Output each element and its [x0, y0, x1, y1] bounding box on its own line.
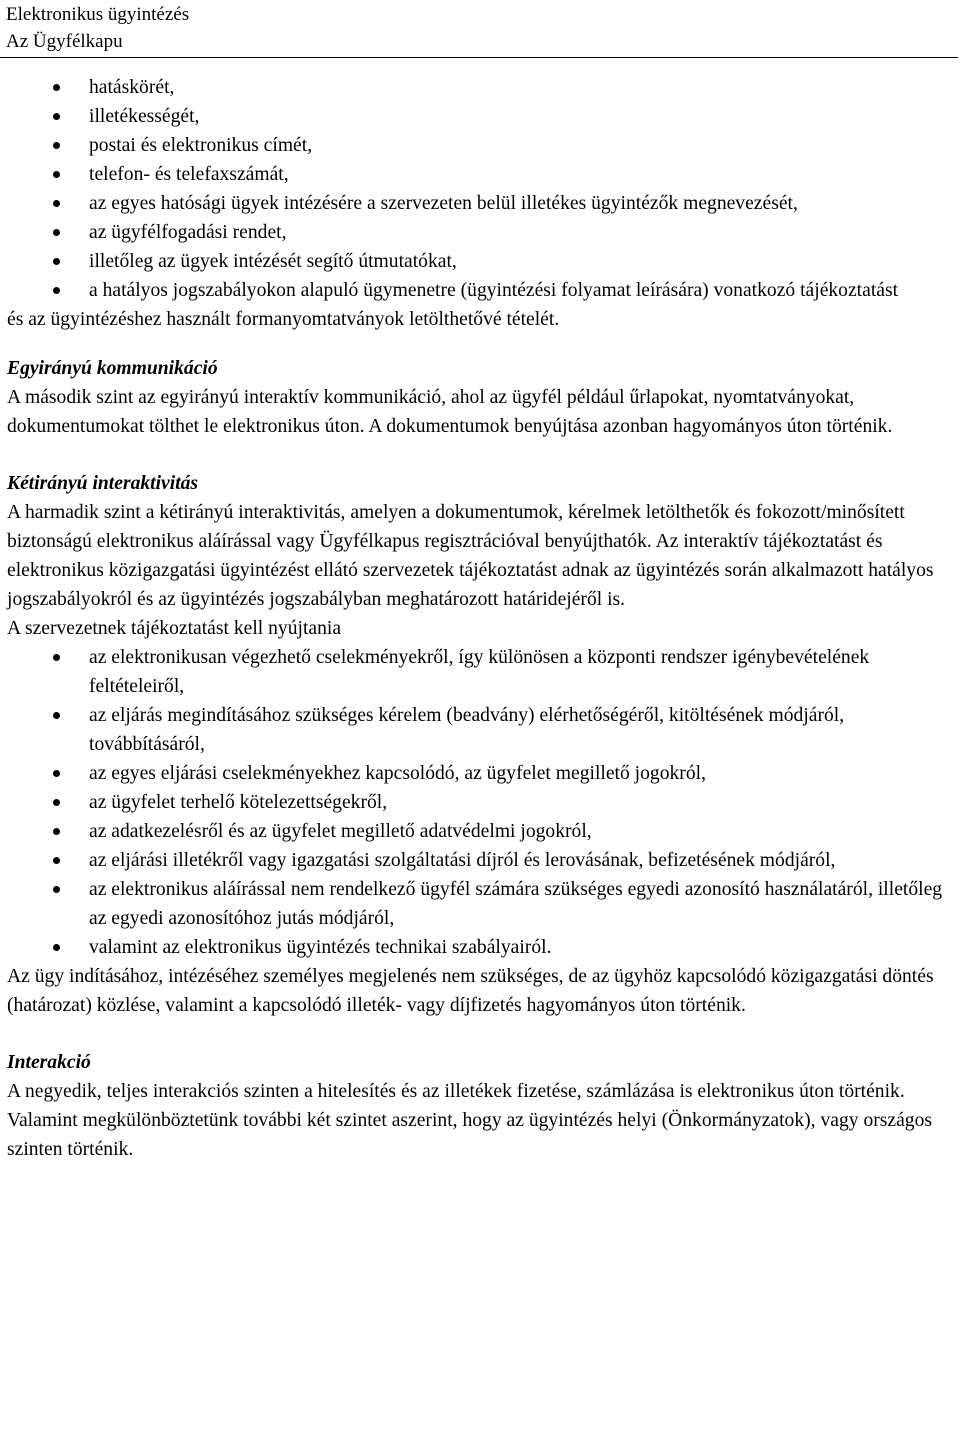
list-item	[7, 247, 952, 276]
list-item	[7, 643, 952, 701]
section-heading-interaction: Interakció	[7, 1052, 91, 1073]
list-item	[7, 759, 952, 788]
list-item-text: az egyes eljárási cselekményekhez kapcsolódó, az ügyfelet megillető jogokról,	[89, 763, 706, 784]
bullet-icon	[53, 113, 60, 120]
list-item	[7, 875, 952, 933]
bullet-icon	[53, 142, 60, 149]
competence-list	[7, 73, 952, 305]
header-divider	[0, 57, 958, 58]
bullet-icon	[53, 171, 60, 178]
bullet-icon	[53, 799, 60, 806]
document-body	[7, 73, 952, 1164]
list-item	[7, 189, 952, 218]
header-subtitle: Az Ügyfélkapu	[6, 30, 123, 52]
list-item-text: telefon- és telefaxszámát,	[89, 164, 289, 185]
list-item	[7, 846, 952, 875]
bullet-icon	[53, 770, 60, 777]
bullet-icon	[53, 200, 60, 207]
list-item-text: postai és elektronikus címét,	[89, 135, 313, 156]
list-item	[7, 160, 952, 189]
list-item-text: a hatályos jogszabályokon alapuló ügymenetre (ügyintézési folyamat leírására) vonatkozó tájékoztatást	[89, 280, 899, 301]
list-item-text: az elektronikus aláírással nem rendelkező ügyfél számára szükséges egyedi azonosító használatáról, illetőleg az egyedi azonosítóhoz jutás módjáról,	[89, 879, 943, 929]
list-item-text: hatáskörét,	[89, 77, 175, 98]
section-body-levels: Valamint megkülönböztetünk további két szintet aszerint, hogy az ügyintézés helyi (Önkormányzatok), vagy országos szinten történik.	[7, 1110, 933, 1160]
list-item	[7, 218, 952, 247]
section-heading-two-way: Kétirányú interaktivitás	[7, 473, 199, 494]
bullet-icon	[53, 944, 60, 951]
list-item-text: illetőleg az ügyek intézését segítő útmutatókat,	[89, 251, 457, 272]
list-item-text: az ügyfelet terhelő kötelezettségekről,	[89, 792, 388, 813]
bullet-icon	[53, 84, 60, 91]
list-item-text: az adatkezelésről és az ügyfelet megillető adatvédelmi jogokról,	[89, 821, 592, 842]
section-body-one-way: A második szint az egyirányú interaktív kommunikáció, ahol az ügyfél például űrlapokat, nyomtatványokat, dokumentumokat tölthet le elektronikus úton. A dokumentumok benyújtása azonban hagyományos úton történik.	[7, 387, 893, 437]
bullet-icon	[53, 828, 60, 835]
bullet-icon	[53, 258, 60, 265]
bullet-icon	[53, 229, 60, 236]
section-closing-two-way: Az ügy indításához, intézéséhez személyes megjelenés nem szükséges, de az ügyhöz kapcsolódó közigazgatási döntés (határozat) közlése, valamint a kapcsolódó illeték- vagy díjfizetés hagyományos úton történik.	[7, 966, 934, 1016]
section-body-interaction: A negyedik, teljes interakciós szinten a hitelesítés és az illetékek fizetése, számlázása is elektronikus úton történik.	[7, 1081, 905, 1102]
information-list	[7, 643, 952, 962]
list-item	[7, 788, 952, 817]
list-item	[7, 817, 952, 846]
list-item-text: az elektronikusan végezhető cselekményekről, így különösen a központi rendszer igénybevételének feltételeiről,	[89, 647, 870, 697]
list-item-text: az eljárási illetékről vagy igazgatási szolgáltatási díjról és lerovásának, befizetésének módjáról,	[89, 850, 836, 871]
list-item-text: az ügyfélfogadási rendet,	[89, 222, 287, 243]
section-body-two-way: A harmadik szint a kétirányú interaktivitás, amelyen a dokumentumok, kérelmek letölthetők és fokozott/minősített biztonságú elektronikus aláírással vagy Ügyfélkapus regisztrációval benyújthatók. Az interaktív tájékoztatást és elektronikus közigazgatási ügyintézést ellátó szervezetek tájékoztatást adnak az ügyintézés során alkalmazott hatályos jogszabályokról és az ügyintézés jogszabályban meghatározott határidejéről is.	[7, 502, 934, 610]
list-item	[7, 102, 952, 131]
bullet-icon	[53, 886, 60, 893]
list-item	[7, 701, 952, 759]
header-title: Elektronikus ügyintézés	[6, 4, 190, 25]
bullet-icon	[53, 654, 60, 661]
section-heading-one-way: Egyirányú kommunikáció	[7, 358, 218, 379]
page-header	[6, 2, 958, 55]
list-item	[7, 276, 952, 305]
list-item	[7, 933, 952, 962]
list-item-text: az eljárás megindításához szükséges kérelem (beadvány) elérhetőségéről, kitöltésének módjáról, továbbításáról,	[89, 705, 845, 755]
bullet-icon	[53, 712, 60, 719]
list-item	[7, 131, 952, 160]
section-intro-two-way: A szervezetnek tájékoztatást kell nyújtania	[7, 618, 342, 639]
list-item-text: valamint az elektronikus ügyintézés technikai szabályairól.	[89, 937, 552, 958]
list-tail-text: és az ügyintézéshez használt formanyomtatványok letölthetővé tételét.	[7, 309, 560, 330]
list-item-text: az egyes hatósági ügyek intézésére a szervezeten belül illetékes ügyintézők megnevezését,	[89, 193, 798, 214]
list-item	[7, 73, 952, 102]
list-item-text: illetékességét,	[89, 106, 200, 127]
bullet-icon	[53, 287, 60, 294]
bullet-icon	[53, 857, 60, 864]
